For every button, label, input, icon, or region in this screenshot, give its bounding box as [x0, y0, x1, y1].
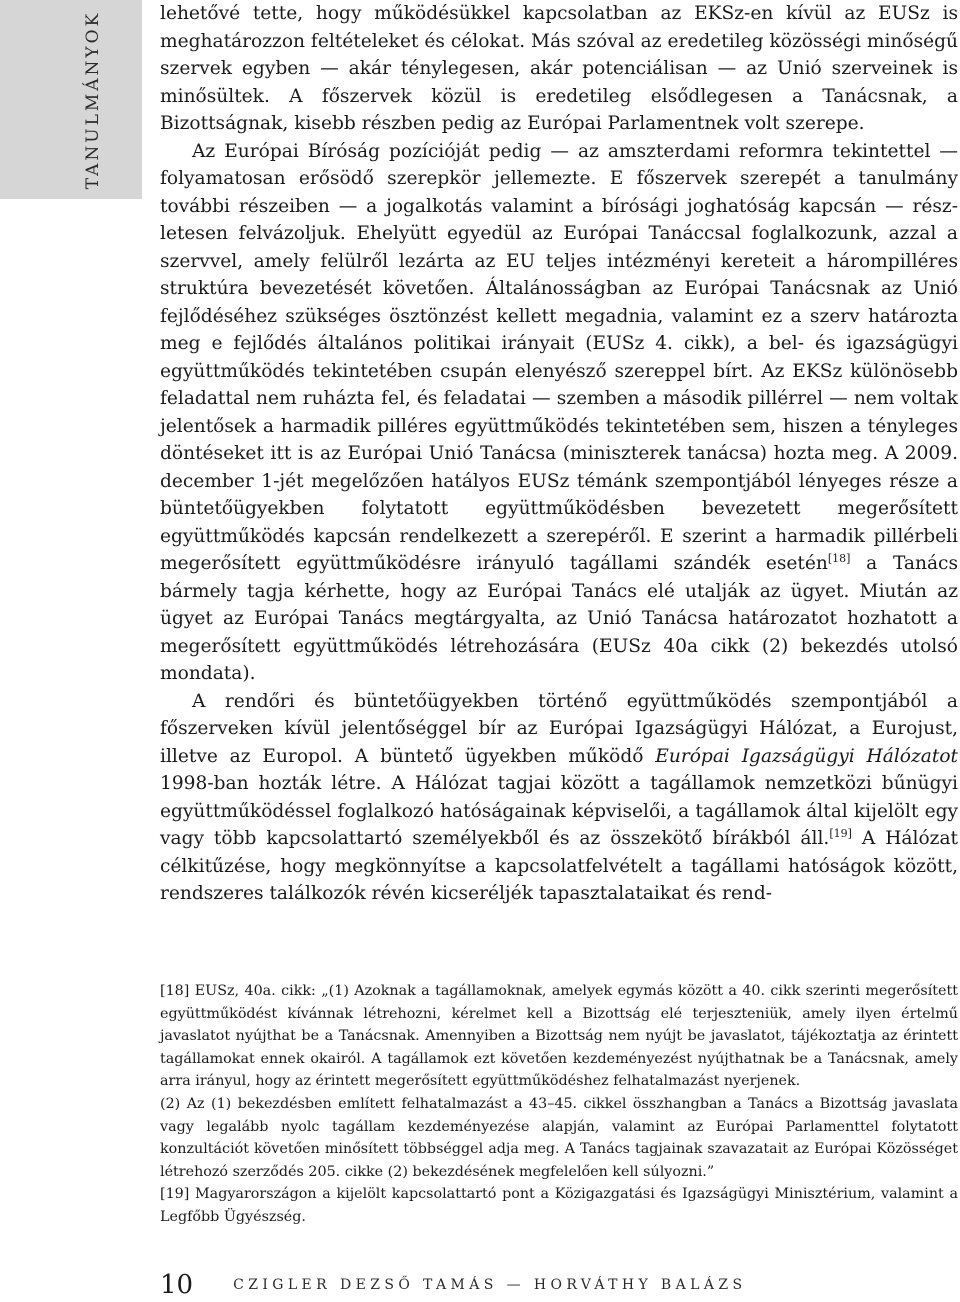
section-tab [0, 0, 142, 199]
footnote-18-continued: (2) Az (1) bekezdésben említett felhatalmazást a 43–45. cikkel összhangban a Tanács a Bizottság javaslata vagy legalább nyolc tagállam kezdeményezése alapján, valamint az Európai Parlamenttel folytatott konzultációt követően minősített többséggel adja meg. A Tanács tagjainak szavazatait az Európai Közösséget létrehozó szerződés 205. cikke (2) bekezdésének megfelelően kell súlyozni.” [160, 1095, 958, 1180]
page-number: 10 [160, 1270, 194, 1300]
main-text [160, 0, 958, 908]
footnotes [160, 980, 958, 1229]
paragraph-2: Az Európai Bíróság pozícióját pedig — az amszterdami reformra tekintettel — folyamatosan erősödő szerepkör jellemezte. E főszervek szerepét a tanulmány további részeiben — a jogalkotás valamint a bírósági joghatóság kapcsán — részletesen felvázoljuk. Ehelyütt egyedül az Európai Tanáccsal foglalkozunk, azzal a szervvel, amely felülről lezárta az EU teljes intézményi kereteit a hárompilléres struktúra bevezetését követően. Általánosságban az Európai Tanácsnak az Unió fejlődéséhez szükséges ösztönzést kellett megadnia, valamint ez a szerv határozta meg e fejlődés általános politikai irányait (EUSz 4. cikk), a bel- és igazságügyi együttműködés tekintetében csupán elenyésző szereppel bírt. Az EKSz különösebb feladattal nem ruházta fel, és feladatai — szemben a második pillérrel — nem voltak jelentősek a harmadik pilléres együttműködés tekintetében sem, hiszen a tényleges döntéseket itt is az Európai Unió Tanácsa (miniszterek tanácsa) hozta meg. A 2009. december 1-jét megelőzően hatályos EUSz témánk szempontjából lényeges része a büntetőügyekben folytatott együttműködésben bevezetett megerősített együttműködés kapcsán rendelkezett a szerepéről. E szerint a harmadik pillérbeli megerősített együttműködésre irányuló tagállami szándék esetén[18] a Tanács bármely tagja kérhette, hogy az Európai Tanács elé utalják az ügyet. Miután az ügyet az Európai Tanács megtárgyalta, az Unió Tanácsa határozatot hozhatott a megerősített együttműködés létrehozására (EUSz 40a cikk (2) bekezdés utolsó mondata). [160, 140, 958, 684]
page-footer [160, 1268, 746, 1302]
paragraph-3: A rendőri és büntetőügyekben történő együttműködés szempontjából a főszerveken kívül jelentőséggel bír az Európai Igazságügyi Hálózat, a Eurojust, illetve az Europol. A büntető ügyekben működő Európai Igazságügyi Hálózatot 1998-ban hozták létre. A Hálózat tagjai között a tagállamok nemzetközi bűnügyi együttműködéssel foglalkozó hatóságainak képviselői, a tagállamok által kijelölt egy vagy több kapcsolattartó személyekből és az összekötő bírákból áll.[19] A Hálózat célkitűzése, hogy megkönnyítse a kapcsolatfelvételt a tagállami hatóságok között, rendszeres találkozók révén kicseréljék tapasztalataikat és rend- [160, 690, 959, 904]
footnote-ref-19[interactable]: [19] [829, 827, 852, 840]
running-head: CZIGLER DEZSŐ TAMÁS — HORVÁTHY BALÁZS [233, 1277, 747, 1293]
paragraph-1: lehetővé tette, hogy működésükkel kapcsolatban az EKSz-en kívül az EUSz is meghatározzon feltételeket és célokat. Más szóval az eredetileg közösségi minőségű szervek egyben — akár ténylegesen, akár potenciálisan — az Unió szerveinek is minősültek. A főszervek közül is eredetileg elsődlegesen a Tanácsnak, a Bizottságnak, kisebb részben pedig az Európai Parlamentnek volt szerepe. [160, 3, 958, 134]
footnote-18: [18] EUSz, 40a. cikk: „(1) Azoknak a tagállamoknak, amelyek egymás között a 40. cikk szerinti megerősített együttműködést kívánnak létrehozni, kérelmet kell a Bizottság elé terjeszteniük, amely ilyen értelmű javaslatot nyújthat be a Tanácsnak. Amennyiben a Bizottság nem nyújt be javaslatot, tájékoztatja az érintett tagállamokat ennek okairól. A tagállamok ezt követően kezdeményezést nyújthatnak be a Tanácsnak, amely arra irányul, hogy az érintett megerősített együttműködéshez felhatalmazást nyerjenek. [160, 983, 958, 1090]
section-tab-label: TANULMÁNYOK [83, 10, 103, 190]
footnote-ref-18[interactable]: [18] [827, 552, 851, 565]
footnote-19: [19] Magyarországon a kijelölt kapcsolattartó pont a Közigazgatási és Igazságügyi Minisztérium, valamint a Legfőbb Ügyészség. [160, 1186, 958, 1225]
network-name: Európai Igazságügyi Hálózatot [655, 745, 958, 767]
